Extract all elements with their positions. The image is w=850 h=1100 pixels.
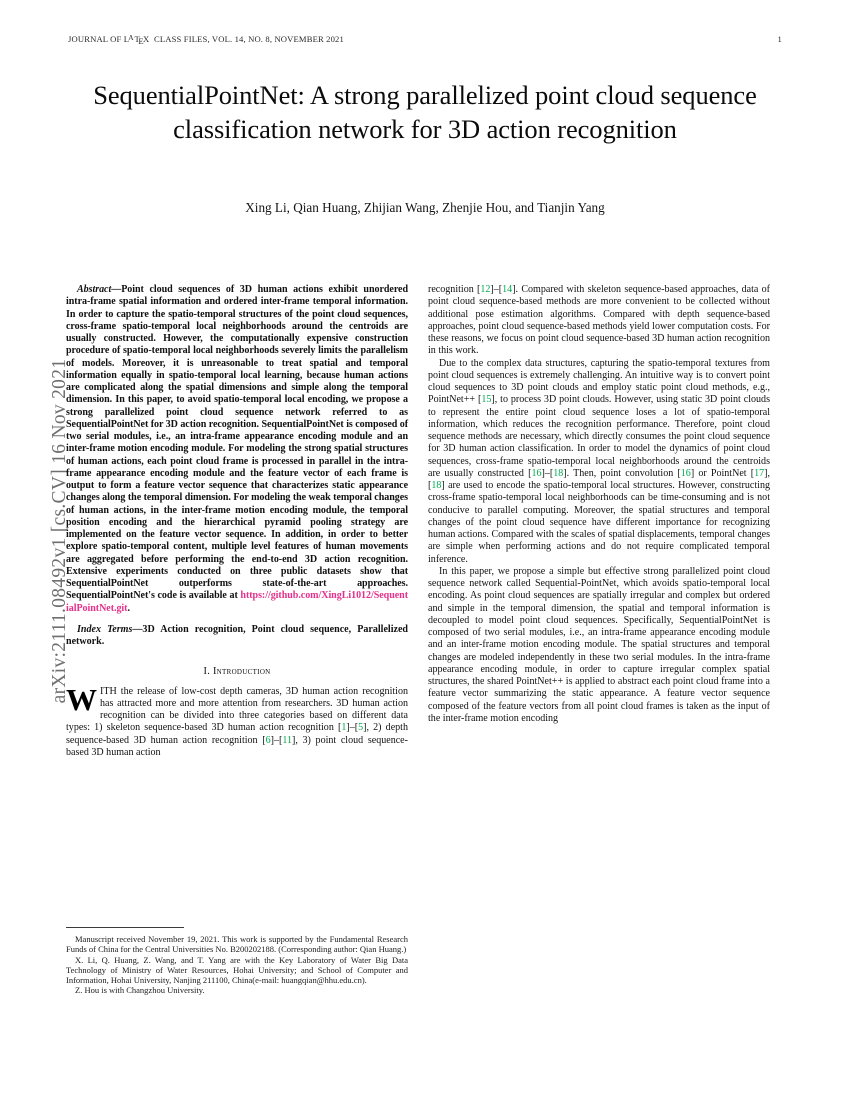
- column-right: [428, 284, 770, 725]
- citation-15[interactable]: 15: [481, 394, 492, 406]
- page-number: 1: [777, 34, 782, 44]
- column-left: [66, 284, 408, 759]
- citation-18b[interactable]: 18: [431, 480, 442, 491]
- introduction-paragraph-1: WITH the release of low-cost depth cameras, 3D human action recognition has attracted more and more attention from researchers. 3D human action recognition can be divided into three categories based on different data types: 1) skeleton sequence-based 3D human action recognition [1]–[5], 2) depth sequence-based 3D human action recognition [6]–[11], 3) point cloud sequence-based 3D human action: [66, 681, 408, 758]
- footnote-affiliation: X. Li, Q. Huang, Z. Wang, and T. Yang are with the Key Laboratory of Water Big Data Technology of Ministry of Water Resources, Hohai University; and School of Computer and Information, Hohai University, Nanjing 211100, China(e-mail: huangqian@hhu.edu.cn).: [66, 954, 408, 986]
- citation-11[interactable]: 11: [282, 734, 293, 746]
- abstract: Abstract—Point cloud sequences of 3D human actions exhibit unordered intra-frame spatial information and ordered inter-frame temporal information. In order to capture the spatio-temporal structures of the point cloud sequences, cross-frame spatio-temporal local neighborhoods around the centroids are usually constructed. However, the computationally expensive construction procedure of spatio-temporal local neighborhoods severely limits the parallelism of models. Moreover, it is unreasonable to treat spatial and temporal information equally in spatio-temporal local learning, because human actions are complicated along the spatial dimensions and simple along the temporal dimension. In this paper, to avoid spatio-temporal local encoding, we propose a strong parallelized point cloud sequence network referred to as SequentialPointNet for 3D action recognition. SequentialPointNet is composed of two serial modules, i.e., an intra-frame appearance encoding module and an inter-frame motion encoding module. For modeling the strong spatial structures of human actions, each point cloud frame is processed in parallel in the intra-frame appearance encoding module and the feature vector of each frame is output to form a feature vector sequence that characterizes static appearance changes along the temporal dimension. For modeling the weak temporal changes of human actions, in the inter-frame motion encoding module, the temporal position encoding and the hierarchical pyramid pooling strategy are implemented on the feature vector sequence. In addition, in order to better explore spatio-temporal content, multiple level features of human movements are aggregated before performing the end-to-end 3D action recognition. Extensive experiments conducted on three public datasets show that SequentialPointNet outperforms state-of-the-art approaches. SequentialPointNet's code is available at https://github.com/XingLi1012/SequentialPointNet.git.: [66, 284, 409, 614]
- right-paragraph-1: recognition [12]–[14]. Compared with skeleton sequence-based approaches, data of point cloud sequence-based methods are more convenient to be collected without additional pose estimation algorithms. Compared with depth sequence-based approaches, point cloud sequence-based methods yield lower computation costs. For these reasons, we focus on point cloud sequence-based 3D human action recognition in this work.: [428, 284, 770, 357]
- footnote-affiliation-2: Z. Hou is with Changzhou University.: [75, 985, 205, 996]
- github-link[interactable]: https://github.com/XingLi1012/SequentialPointNet.git: [66, 590, 408, 614]
- citation-16[interactable]: 16: [531, 467, 542, 479]
- right-paragraph-2: Due to the complex data structures, capturing the spatio-temporal textures from point cloud sequences is extremely challenging. An intuitive way is to convert point cloud sequences to 3D point clouds and employ static point cloud methods, e.g., PointNet++ [15], to process 3D point clouds. However, using static 3D point clouds to represent the entire point cloud sequence loses a lot of spatio-temporal information, which reduces the recognition performance. Therefore, point cloud sequence methods are necessary, which directly consumes the point cloud sequence for 3D human action classification. In order to model the dynamics of point cloud sequences, cross-frame spatio-temporal local neighborhoods around the centroids are usually constructed [16]–[18]. Then, point convolution [16] or PointNet [17], [18] are used to encode the spatio-temporal local structures. However, constructing cross-frame spatio-temporal local neighborhoods can be time-consuming and is not conducive to parallel computing. Moreover, the spatial structures and temporal changes of the point cloud sequence have different importance for recognizing human actions. Compared with the scales of spatial displacements, temporal changes are simple when performing actions and do not require complicated temporal inference.: [428, 357, 771, 565]
- citation-12[interactable]: 12: [480, 284, 491, 295]
- page-title: SequentialPointNet: A strong parallelized point cloud sequence classification network for 3D action recognition: [93, 80, 757, 144]
- footnote-block: [66, 934, 408, 996]
- footnote-manuscript: Manuscript received November 19, 2021. This work is supported by the Fundamental Research Funds of China for the Central Universities No. B200202188. (Corresponding author: Qian Huang.): [66, 934, 408, 955]
- citation-16b[interactable]: 16: [680, 467, 691, 479]
- index-terms: Index Terms—3D Action recognition, Point cloud sequence, Parallelized network.: [66, 623, 408, 647]
- latex-logo: $L^ATEX$: [123, 33, 150, 46]
- section-heading-introduction: I. Introduction: [203, 666, 271, 678]
- index-terms-label: Index Terms: [77, 623, 133, 635]
- citation-6[interactable]: 6: [265, 734, 271, 746]
- right-paragraph-3: In this paper, we propose a simple but effective strong parallelized point cloud sequence network called Sequential-PointNet, which avoids spatio-temporal local encoding. As point cloud sequences are spatially irregular and complex but ordered and simple in the temporal dimension, the spatial and temporal information is decoupled to model point cloud sequences. Specifically, SequentialPointNet is composed of two serial modules, i.e., an intra-frame appearance encoding module and an inter-frame motion encoding module. The spatial structures and temporal changes are modeled independently in these two serial modules. In the intra-frame appearance encoding module, in order to capture irregular complex spatial structures, the shared PointNet++ is applied to abstract each point cloud frame into a feature vector summarizing the static appearance. A feature vector sequence composed of the feature vectors from all point cloud frames is taken as the input of the inter-frame motion encoding: [428, 565, 770, 724]
- citation-17[interactable]: 17: [754, 467, 765, 479]
- citation-1[interactable]: 1: [341, 722, 347, 734]
- abstract-label: Abstract: [77, 284, 112, 295]
- abstract-body: Point cloud sequences of 3D human actions exhibit unordered intra-frame spatial information and ordered inter-frame temporal information. In order to capture the spatio-temporal structures of the point cloud sequences, cross-frame spatio-temporal local neighborhoods around the centroids are usually constructed. However, the computationally expensive construction procedure of spatio-temporal local neighborhoods severely limits the parallelism of models. Moreover, it is unreasonable to treat spatial and temporal information equally in spatio-temporal local learning, because human actions are complicated along the spatial dimensions and simple along the temporal dimension. In this paper, to avoid spatio-temporal local encoding, we propose a strong parallelized point cloud sequence network referred to as SequentialPointNet for 3D action recognition. SequentialPointNet is composed of two serial modules, i.e., an intra-frame appearance encoding module and an inter-frame motion encoding module. For modeling the strong spatial structures of human actions, each point cloud frame is processed in parallel in the intra-frame appearance encoding module and the feature vector of each frame is output to form a feature vector sequence that characterizes static appearance changes along the temporal dimension. For modeling the weak temporal changes of human actions, in the inter-frame motion encoding module, the temporal position encoding and the hierarchical pyramid pooling strategy are implemented on the feature vector sequence. In addition, in order to better explore spatio-temporal content, multiple level features of human movements are aggregated before performing the end-to-end 3D action recognition. Extensive experiments conducted on three public datasets show that SequentialPointNet outperforms state-of-the-art approaches. SequentialPointNet's code is available at: [66, 284, 409, 602]
- citation-18[interactable]: 18: [553, 467, 564, 479]
- footnote-rule: [66, 927, 184, 928]
- running-head-title: JOURNAL OF $L^ATEX$ CLASS FILES, VOL. 14, NO. 8, NOVEMBER 2021: [68, 33, 344, 46]
- arxiv-stamp: arXiv:2111.08492v1 [cs.CV] 16 Nov 2021: [49, 358, 70, 704]
- citation-5[interactable]: 5: [358, 722, 364, 734]
- citation-14[interactable]: 14: [502, 284, 513, 295]
- running-head: [68, 34, 782, 48]
- author-list: Xing Li, Qian Huang, Zhijian Wang, Zhenjie Hou, and Tianjin Yang: [245, 200, 605, 215]
- drop-cap: W: [66, 681, 97, 717]
- index-terms-body: 3D Action recognition, Point cloud sequence, Parallelized network.: [66, 623, 408, 647]
